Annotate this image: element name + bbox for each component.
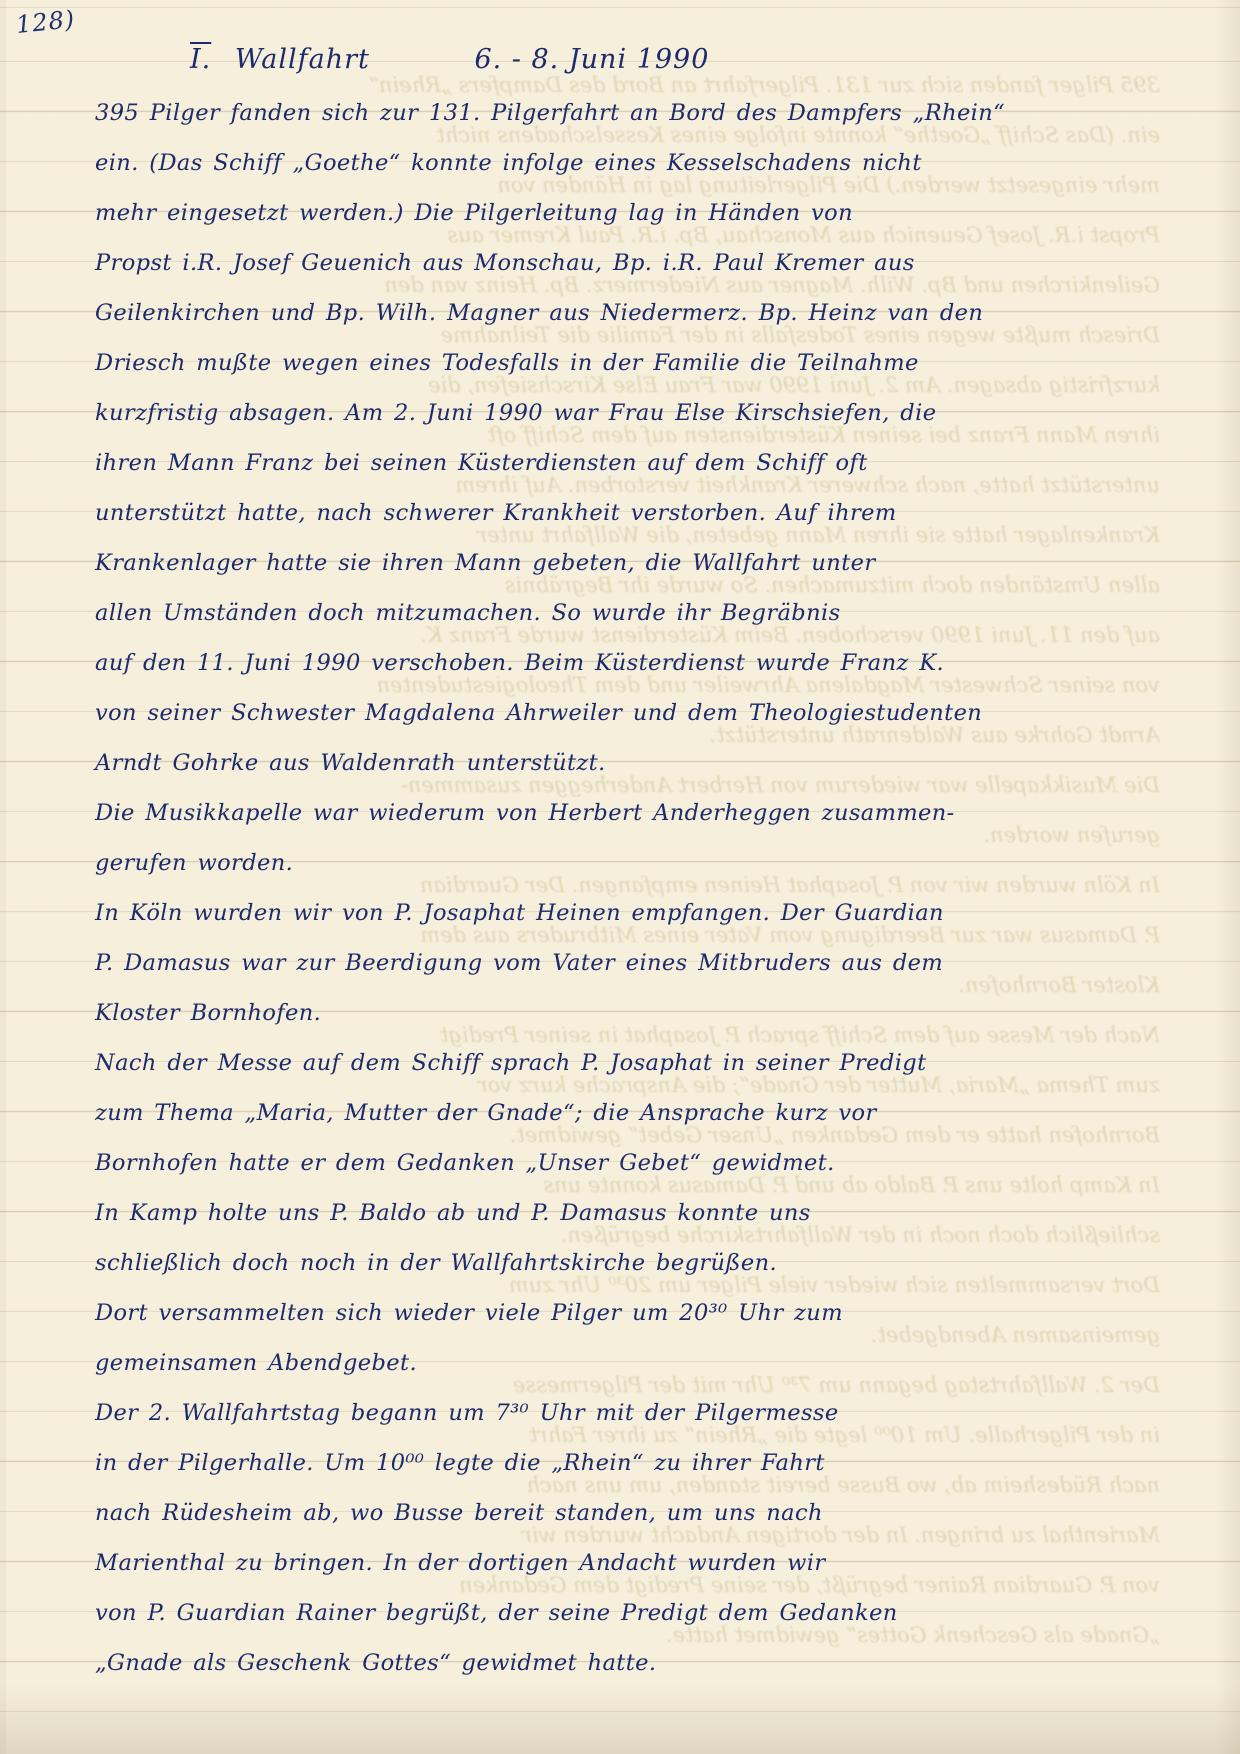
handwriting-line: ihren Mann Franz bei seinen Küsterdiensten auf dem Schiff oft [95, 450, 868, 476]
handwriting-line: Dort versammelten sich wieder viele Pilger um 20³⁰ Uhr zum [508, 1273, 1160, 1297]
handwriting-line: von seiner Schwester Magdalena Ahrweiler und dem Theologiestudenten [376, 673, 1160, 697]
handwriting-line: nach Rüdesheim ab, wo Busse bereit standen, um uns nach [95, 1500, 823, 1526]
handwriting-line: mehr eingesetzt werden.) Die Pilgerleitung lag in Händen von [497, 173, 1160, 197]
handwriting-line: Nach der Messe auf dem Schiff sprach P. Josaphat in seiner Predigt [95, 1050, 927, 1076]
handwriting-line: zum Thema „Maria, Mutter der Gnade“; die Ansprache kurz vor [477, 1073, 1160, 1097]
handwriting-line: unterstützt hatte, nach schwerer Krankheit verstorben. Auf ihrem [455, 473, 1160, 497]
handwriting-line: Bornhofen hatte er dem Gedanken „Unser Gebet“ gewidmet. [95, 1150, 835, 1176]
handwriting-line: auf den 11. Juni 1990 verschoben. Beim Küsterdienst wurde Franz K. [95, 650, 945, 676]
handwriting-line: ein. (Das Schiff „Goethe“ konnte infolge eines Kesselschadens nicht [436, 123, 1160, 147]
handwriting-line: Propst i.R. Josef Geuenich aus Monschau, Bp. i.R. Paul Kremer aus [95, 250, 915, 276]
handwriting-line: allen Umständen doch mitzumachen. So wurde ihr Begräbnis [504, 573, 1160, 597]
handwriting-line: Arndt Gohrke aus Waldenrath unterstützt. [95, 750, 606, 776]
handwriting-line: Die Musikkapelle war wiederum von Herbert Anderheggen zusammen- [400, 773, 1160, 797]
handwriting-lines [0, 88, 1240, 1688]
handwriting-line: von P. Guardian Rainer begrüßt, der seine Predigt dem Gedanken [459, 1573, 1160, 1597]
handwriting-line: Krankenlager hatte sie ihren Mann gebeten, die Wallfahrt unter [477, 523, 1160, 547]
handwriting-line: Dort versammelten sich wieder viele Pilger um 20³⁰ Uhr zum [95, 1300, 843, 1326]
handwriting-line: Der 2. Wallfahrtstag begann um 7³⁰ Uhr mit der Pilgermesse [95, 1400, 839, 1426]
handwriting-line: P. Damasus war zur Beerdigung vom Vater eines Mitbruders aus dem [420, 923, 1160, 947]
handwriting-line: Kloster Bornhofen. [95, 1000, 322, 1026]
handwriting-line: Arndt Gohrke aus Waldenrath unterstützt. [709, 723, 1160, 747]
handwriting-line: 395 Pilger fanden sich zur 131. Pilgerfahrt an Bord des Dampfers „Rhein“ [95, 100, 1006, 126]
handwriting-line: kurzfristig absagen. Am 2. Juni 1990 war Frau Else Kirschsiefen, die [428, 373, 1160, 397]
handwriting-line: Geilenkirchen und Bp. Wilh. Magner aus Niedermerz. Bp. Heinz van den [384, 273, 1160, 297]
handwriting-line: In Kamp holte uns P. Baldo ab und P. Damasus konnte uns [95, 1200, 811, 1226]
heading-title: Wallfahrt [234, 44, 370, 75]
handwriting-line: ihren Mann Franz bei seinen Küsterdiensten auf dem Schiff oft [487, 423, 1160, 447]
handwriting-line: gerufen worden. [95, 850, 294, 876]
handwriting-line: Driesch mußte wegen eines Todesfalls in der Familie die Teilnahme [95, 350, 919, 376]
handwriting-line: Geilenkirchen und Bp. Wilh. Magner aus Niedermerz. Bp. Heinz van den [95, 300, 984, 326]
handwriting-line: allen Umständen doch mitzumachen. So wurde ihr Begräbnis [95, 600, 841, 626]
handwriting-line: Driesch mußte wegen eines Todesfalls in der Familie die Teilnahme [440, 323, 1160, 347]
handwriting-line: in der Pilgerhalle. Um 10⁰⁰ legte die „Rhein“ zu ihrer Fahrt [95, 1450, 825, 1476]
handwriting-line: Krankenlager hatte sie ihren Mann gebeten, die Wallfahrt unter [95, 550, 876, 576]
page-number: 128) [14, 4, 77, 40]
handwriting-line: gerufen worden. [983, 823, 1160, 847]
handwriting-line: nach Rüdesheim ab, wo Busse bereit standen, um uns nach [526, 1473, 1160, 1497]
handwriting-line: auf den 11. Juni 1990 verschoben. Beim Küsterdienst wurde Franz K. [420, 623, 1160, 647]
handwriting-line: zum Thema „Maria, Mutter der Gnade“; die Ansprache kurz vor [95, 1100, 877, 1126]
handwriting-line: Die Musikkapelle war wiederum von Herbert Anderheggen zusammen- [95, 800, 955, 826]
handwriting-line: P. Damasus war zur Beerdigung vom Vater eines Mitbruders aus dem [95, 950, 944, 976]
handwriting-line: „Gnade als Geschenk Gottes“ gewidmet hatte. [95, 1650, 657, 1676]
handwriting-line: Propst i.R. Josef Geuenich aus Monschau, Bp. i.R. Paul Kremer aus [447, 223, 1160, 247]
handwriting-line: „Gnade als Geschenk Gottes“ gewidmet hatte. [666, 1623, 1160, 1647]
handwriting-line: von seiner Schwester Magdalena Ahrweiler und dem Theologiestudenten [95, 700, 983, 726]
handwriting-line: In Köln wurden wir von P. Josaphat Heinen empfangen. Der Guardian [419, 873, 1160, 897]
heading-date: 6. - 8. Juni 1990 [474, 44, 710, 75]
handwriting-line: Der 2. Wallfahrtstag begann um 7³⁰ Uhr mit der Pilgermesse [512, 1373, 1160, 1397]
heading-roman-numeral: I. [190, 44, 212, 75]
handwriting-line: Marienthal zu bringen. In der dortigen Andacht wurden wir [95, 1550, 826, 1576]
handwriting-line: unterstützt hatte, nach schwerer Krankheit verstorben. Auf ihrem [95, 500, 897, 526]
handwriting-line: In Kamp holte uns P. Baldo ab und P. Damasus konnte uns [543, 1173, 1160, 1197]
handwriting-line: ein. (Das Schiff „Goethe“ konnte infolge eines Kesselschadens nicht [95, 150, 922, 176]
heading [190, 44, 709, 75]
handwriting-line: Bornhofen hatte er dem Gedanken „Unser Gebet“ gewidmet. [509, 1123, 1160, 1147]
handwriting-line: Marienthal zu bringen. In der dortigen Andacht wurden wir [521, 1523, 1160, 1547]
handwriting-line: in der Pilgerhalle. Um 10⁰⁰ legte die „Rhein“ zu ihrer Fahrt [529, 1423, 1160, 1447]
handwriting-line: schließlich doch noch in der Wallfahrtskirche begrüßen. [560, 1223, 1160, 1247]
handwriting-line: mehr eingesetzt werden.) Die Pilgerleitung lag in Händen von [95, 200, 853, 226]
handwriting-line: kurzfristig absagen. Am 2. Juni 1990 war Frau Else Kirschsiefen, die [95, 400, 937, 426]
handwriting-line: In Köln wurden wir von P. Josaphat Heinen empfangen. Der Guardian [95, 900, 944, 926]
handwriting-line: gemeinsamen Abendgebet. [95, 1350, 418, 1376]
handwriting-line: schließlich doch noch in der Wallfahrtskirche begrüßen. [95, 1250, 778, 1276]
handwriting-line: gemeinsamen Abendgebet. [870, 1323, 1160, 1347]
handwriting-line: 395 Pilger fanden sich zur 131. Pilgerfahrt an Bord des Dampfers „Rhein“ [368, 73, 1160, 97]
handwriting-line: von P. Guardian Rainer begrüßt, der seine Predigt dem Gedanken [95, 1600, 898, 1626]
handwriting-line: Kloster Bornhofen. [958, 973, 1160, 997]
handwriting-line: Nach der Messe auf dem Schiff sprach P. Josaphat in seiner Predigt [440, 1023, 1160, 1047]
